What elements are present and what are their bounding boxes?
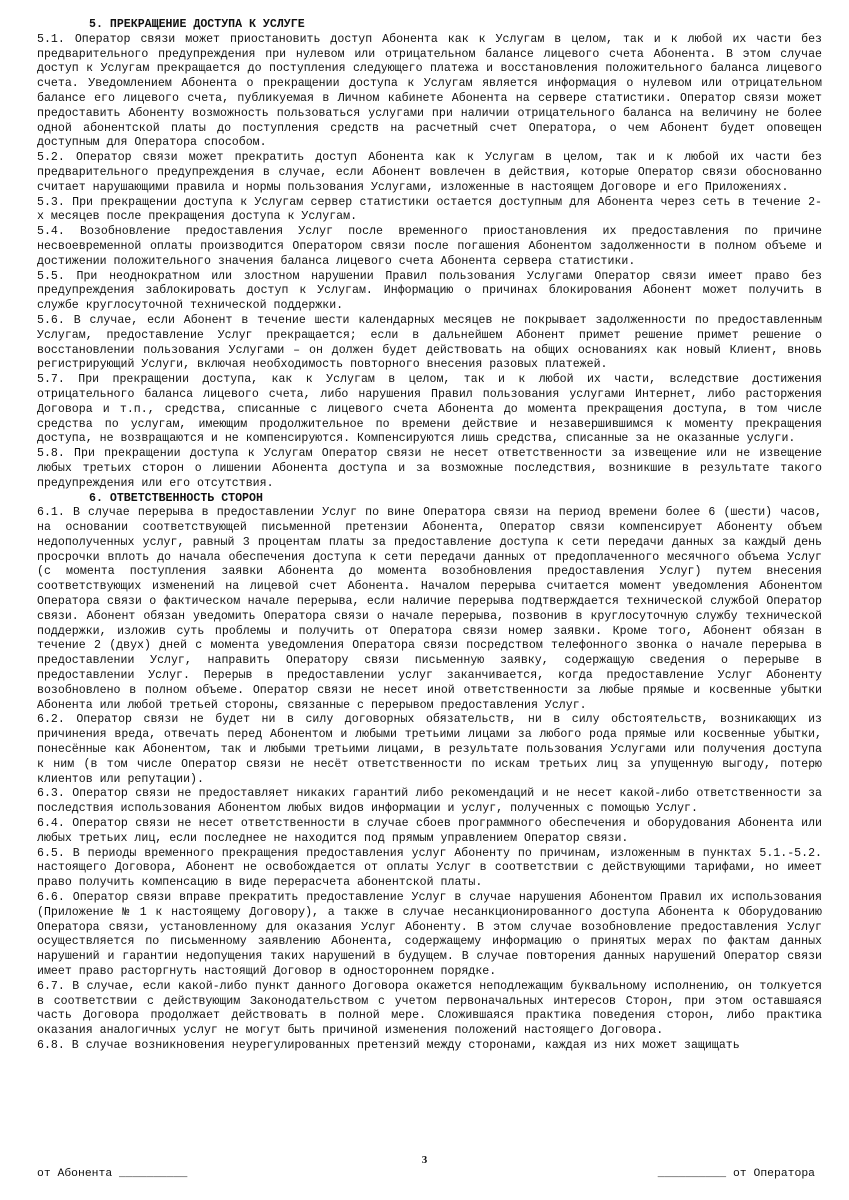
paragraph-6-1: 6.1. В случае перерыва в предоставлении Услуг по вине Оператора связи на период времени более 6 (шести) часов, на основании соответствующей письменной претензии Абонента, Оператор связи компенсирует Абоненту объем недополученных услуг, равный 3 процентам платы за предоставление доступа к сети передачи данных за каждый день просрочки вплоть до начала обеспечения доступа к сети передачи данных от предоплаченного месячного объема Услуг (с момента поступления заявки Абонента до момента возобновления предоставления Услуг) путем внесения соответствующих изменений на лицевой счет Абонента. Началом перерыва считается момент уведомления Абонентом Оператора связи о фактическом начале перерыва, если наличие перерыва подтверждается технической службой Оператор связи. Абонент обязан уведомить Оператора связи о начале перерыва, позвонив в круглосуточную службу технической поддержки, изложив суть проблемы и получить от Оператора связи номер заявки. Кроме того, Абонент обязан в течение 2 (двух) дней с момента уведомления Оператора связи посредством телефонного звонка о начале перерыва в предоставлении Услуг, направить Оператору связи письменную заявку, содержащую сведения о перерыве в предоставлении Услуг. Перерыв в предоставлении услуг заканчивается, когда предоставление Услуг Абоненту возобновлено в полном объеме. Оператор связи не несет иной ответственности за любые прямые и косвенные убытки Абонента или любой третьей стороны, связанные с перерывом предоставления Услуг.: [37, 506, 822, 712]
paragraph-6-6: 6.6. Оператор связи вправе прекратить предоставление Услуг в случае нарушения Абонентом Правил их использования (Приложение № 1 к настоящему Договору), а также в случае несанкционированного доступа Абонента к Оборудованию Оператора связи, установленному для оказания Услуг Абоненту. В этом случае возобновление предоставления Услуг осуществляется по письменному заявлению Абонента, содержащему информацию о принятых мерах по фактам данных нарушений и гарантии недопущения таких нарушений в будущем. В случае повторения данных нарушений Оператор связи имеет право расторгнуть настоящий Договор в одностороннем порядке.: [37, 891, 822, 978]
page-number: 3: [421, 1154, 428, 1166]
operator-signature-line: __________ от Оператора: [657, 1168, 815, 1180]
paragraph-5-5: 5.5. При неоднократном или злостном нарушении Правил пользования Услугами Оператор связи имеет право без предупреждения заблокировать доступ к Услугам. Информацию о причинах блокирования Абонент может получить в службе круглосуточной технической поддержки.: [37, 269, 822, 313]
paragraph-5-7: 5.7. При прекращении доступа, как к Услугам в целом, так и к любой их части, вследствие достижения отрицательного баланса лицевого счета, либо нарушения Правил пользования услугами Интернет, либо расторжения Договора и т.п., средства, списанные с лицевого счета Абонента до момента прекращения доступа, в том числе средства по услугам, имеющим продолжительное по времени действие и незавершившимся к моменту прекращения доступа, не возвращаются и не компенсируются. Компенсируются лишь средства, списанные за не оказанные услуги.: [37, 373, 822, 446]
paragraph-6-4: 6.4. Оператор связи не несет ответственности в случае сбоев программного обеспечения и оборудования Абонента или любых третьих лиц, если последнее не находится под прямым управлением Оператор связи.: [37, 817, 822, 845]
paragraph-5-6: 5.6. В случае, если Абонент в течение шести календарных месяцев не покрывает задолженности по предоставленным Услугам, предоставление Услуг прекращается; если в дальнейшем Абонент примет решение примет решение о восстановлении пользования Услугами – он должен будет действовать на общих основаниях как новый Клиент, вновь регистрирующий Услуги, включая необходимость повторного внесения разовых платежей.: [37, 313, 822, 372]
paragraph-5-2: 5.2. Оператор связи может прекратить доступ Абонента как к Услугам в целом, так и к любой их части без предварительного предупреждения в случае, если Абонент вовлечен в действия, которые Оператор связи обоснованно считает нарушающими правила и нормы пользования Услугами, изложенные в настоящем Договоре и его Приложениях.: [37, 151, 822, 194]
paragraph-5-8: 5.8. При прекращении доступа к Услугам Оператор связи не несет ответственности за извещение или не извещение любых третьих сторон о лишении Абонента доступа и за возможные последствия, возникшие в результате такого предупреждения или его отсутствия.: [37, 447, 822, 490]
paragraph-6-3: 6.3. Оператор связи не предоставляет никаких гарантий либо рекомендаций и не несет какой-либо ответственности за последствия использования Абонентом любых видов информации и услуг, полученных с помощью Услуг.: [37, 787, 822, 816]
subscriber-signature-line: от Абонента __________: [37, 1168, 188, 1180]
paragraph-5-4: 5.4. Возобновление предоставления Услуг после временного приостановления их предоставления по причине несвоевременной оплаты производится Оператором связи после погашения Абонентом задолженности в полном объеме и достижении положительного значения баланса лицевого счета Абонента сервера статистики.: [37, 225, 822, 268]
paragraph-5-3: 5.3. При прекращении доступа к Услугам сервер статистики остается доступным для Абонента через сеть в течение 2-х месяцев после прекращения доступа к Услугам.: [37, 195, 822, 224]
document-page: [37, 18, 822, 1054]
paragraph-5-1: 5.1. Оператор связи может приостановить доступ Абонента как к Услугам в целом, так и к любой их части без предварительного предупреждения при нулевом или отрицательном балансе лицевого счета Абонента. В этом случае доступ к Услугам прекращается до поступления следующего платежа и восстановления положительного баланса лицевого счета. Уведомлением Абонента о прекращении доступа к Услугам является информация о нулевом или отрицательном балансе его лицевого счета, публикуемая в Личном кабинете Абонента на сервере статистики. Оператор связи может предоставить Абоненту возможность пользоваться услугами при наличии отрицательного баланса на величину не более одной абонентской платы до поступления средств на расчетный счет Оператора, о чем Абонент будет оповещен доступным для Оператора способом.: [37, 32, 822, 150]
paragraph-6-5: 6.5. В периоды временного прекращения предоставления услуг Абоненту по причинам, изложенным в пунктах 5.1.-5.2. настоящего Договора, Абонент не освобождается от оплаты Услуг в соответствии с действующими тарифами, но имеет право получить компенсацию в виде перерасчета абонентской платы.: [37, 846, 822, 890]
paragraph-6-2: 6.2. Оператор связи не будет ни в силу договорных обязательств, ни в силу обстоятельств, возникающих из причинения вреда, отвечать перед Абонентом и любыми третьими лицами за любого рода прямые или косвенные убытки, понесённые как Абонентом, так и любыми третьими лицами, в результате пользования Услугами или получения доступа к ним (в том числе Оператор связи не несёт ответственности по искам третьих лиц за упущенную выгоду, потерю клиентов или репутации).: [37, 713, 822, 786]
paragraph-6-7: 6.7. В случае, если какой-либо пункт данного Договора окажется неподлежащим буквальному исполнению, он толкуется в соответствии с действующим Законодательством с учетом первоначальных интересов Сторон, при этом оставшаяся часть Договора продолжает действовать в полной мере. Сложившаяся практика поведения сторон, либо практика оказания аналогичных услуг не могут быть причиной изменения положений настоящего Договора.: [37, 979, 822, 1038]
section-5-heading: 5. ПРЕКРАЩЕНИЕ ДОСТУПА К УСЛУГЕ: [89, 18, 305, 31]
section-6-heading: 6. ОТВЕТСТВЕННОСТЬ СТОРОН: [89, 491, 263, 505]
paragraph-6-8: 6.8. В случае возникновения неурегулированных претензий между сторонами, каждая из них может защищать: [37, 1038, 740, 1052]
